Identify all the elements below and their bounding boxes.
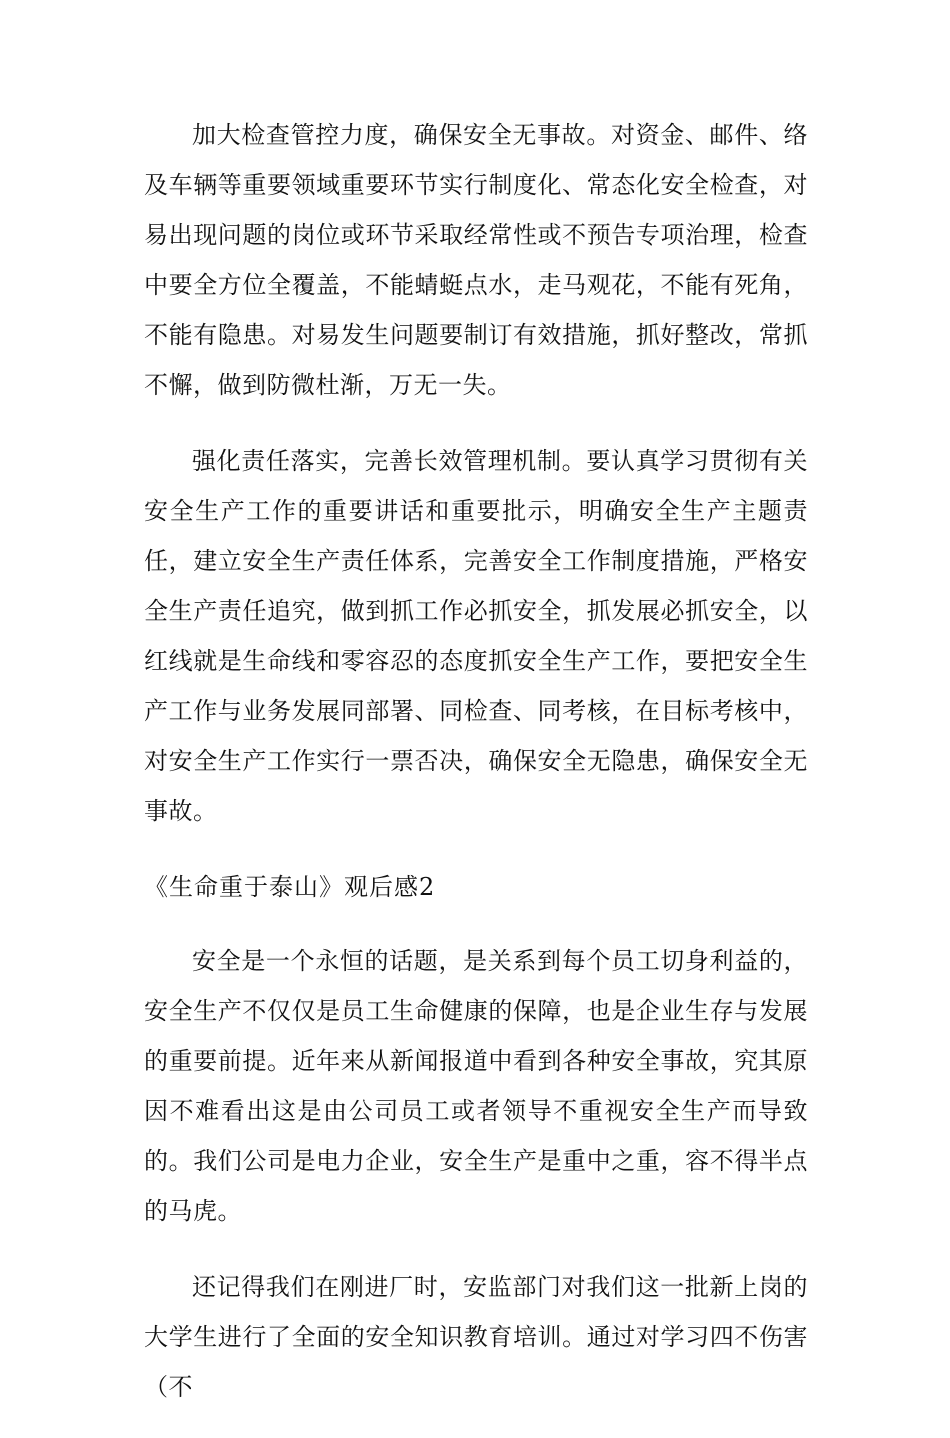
paragraph-training-memory: 还记得我们在刚进厂时，安监部门对我们这一批新上岗的大学生进行了全面的安全知识教育培训。通过对学习四不伤害（不 bbox=[144, 1273, 808, 1401]
section-heading: 《生命重于泰山》观后感2 bbox=[144, 873, 436, 901]
paragraph-inspection-control: 加大检查管控力度，确保安全无事故。对资金、邮件、络及车辆等重要领域重要环节实行制度化、常态化安全检查，对易出现问题的岗位或环节采取经常性或不预告专项治理，检查中要全方位全覆盖，不能蜻蜓点水，走马观花，不能有死角，不能有隐患。对易发生问题要制订有效措施，抓好整改，常抓不懈，做到防微杜渐，万无一失。 bbox=[144, 121, 808, 399]
document-body bbox=[144, 110, 808, 1438]
paragraph-safety-topic: 安全是一个永恒的话题，是关系到每个员工切身利益的，安全生产不仅仅是员工生命健康的保障，也是企业生存与发展的重要前提。近年来从新闻报道中看到各种安全事故，究其原因不难看出这是由公司员工或者领导不重视安全生产而导致的。我们公司是电力企业，安全生产是重中之重，容不得半点的马虎。 bbox=[144, 947, 808, 1225]
paragraph-responsibility: 强化责任落实，完善长效管理机制。要认真学习贯彻有关安全生产工作的重要讲话和重要批示，明确安全生产主题责任，建立安全生产责任体系，完善安全工作制度措施，严格安全生产责任追究，做到抓工作必抓安全，抓发展必抓安全，以红线就是生命线和零容忍的态度抓安全生产工作，要把安全生产工作与业务发展同部署、同检查、同考核，在目标考核中，对安全生产工作实行一票否决，确保安全无隐患，确保安全无事故。 bbox=[144, 447, 808, 825]
